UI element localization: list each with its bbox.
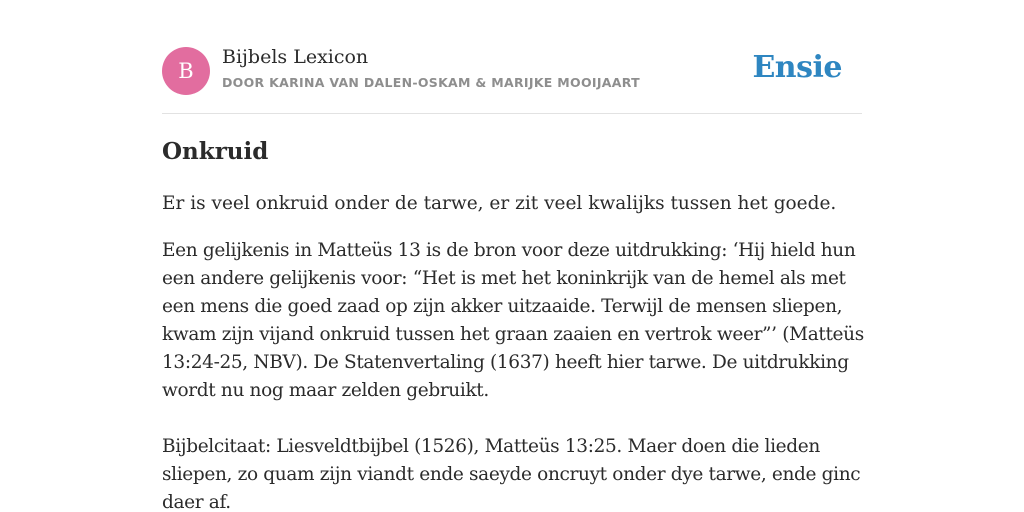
paragraph-gap: [162, 405, 878, 433]
avatar-letter: B: [178, 59, 194, 83]
book-authors: DOOR KARINA VAN DALEN-OSKAM & MARIJKE MOOIJAART: [222, 75, 640, 90]
entry-definition: Er is veel onkruid onder de tarwe, er zit veel kwalijks tussen het goede.: [162, 193, 837, 214]
page: [162, 0, 864, 512]
entry-explanation: Een gelijkenis in Matteüs 13 is de bron voor deze uitdrukking: ‘Hij hield hun een andere gelijkenis voor: “Het is met het koninkrijk van de hemel als met een mens die goed zaad op zijn akker uitzaaide. Terwijl de mensen sliepen, kwam zijn vijand onkruid tussen het graan zaaien en vertrok weer”’ (Matteüs 13:24-25, NBV). De Statenvertaling (1637) heeft hier tarwe. De uitdrukking wordt nu nog maar zelden gebruikt.: [162, 240, 864, 401]
header: [162, 0, 862, 114]
brand-logo[interactable]: Ensie: [752, 50, 842, 85]
entry-body: [162, 237, 878, 512]
book-title[interactable]: Bijbels Lexicon: [222, 46, 369, 68]
entry-title: Onkruid: [162, 138, 269, 165]
avatar[interactable]: [162, 47, 210, 95]
entry-citation: Bijbelcitaat: Liesveldtbijbel (1526), Matteüs 13:25. Maer doen die lieden sliepen, zo quam zijn viandt ende saeyde oncruyt onder dye tarwe, ende ginc daer af.: [162, 436, 861, 512]
